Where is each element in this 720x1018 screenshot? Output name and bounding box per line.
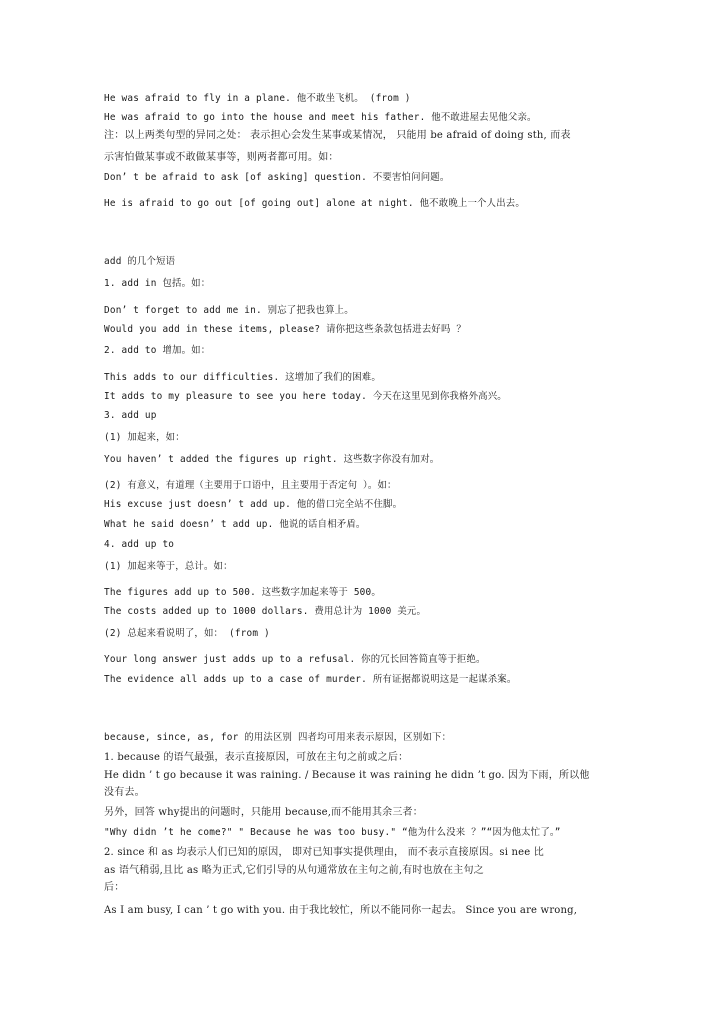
text-line: (2) 总起来看说明了，如： (from )	[104, 628, 270, 639]
text-line: 2. add to 增加。如：	[104, 345, 211, 356]
section-heading: add 的几个短语	[104, 256, 176, 267]
text-line: (1) 加起来等于，总计。如：	[104, 561, 233, 572]
text-line: Don’ t forget to add me in. 别忘了把我也算上。	[104, 305, 354, 316]
text-line: You haven’ t added the figures up right. 这些数字你没有加对。	[104, 454, 440, 465]
text-line: The evidence all adds up to a case of murder. 所有证据都说明这是一起谋杀案。	[104, 674, 517, 685]
text-line: (2) 有意义，有道理（主要用于口语中，且主要用于否定句 ）。如：	[104, 480, 397, 491]
section-heading: because, since, as, for 的用法区别 四者均可用来表示原因，区别如下：	[104, 732, 452, 743]
text-line: His excuse just doesn’ t add up. 他的借口完全站不住脚。	[104, 499, 403, 510]
text-line: as 语气稍弱,且比 as 略为正式,它们引导的从句通常放在主句之前,有时也放在主句之	[104, 865, 484, 876]
text-line: Your long answer just adds up to a refusal. 你的冗长回答简直等于拒绝。	[104, 654, 486, 665]
text-line: 3. add up	[104, 410, 157, 421]
text-line: 2. since 和 as 均表示人们已知的原因， 即对已知事实提供理由， 而不表示直接原因。si nee 比	[104, 847, 544, 858]
text-line: 注：以上两类句型的异同之处： 表示担心会发生某事或某情况， 只能用 be afraid of doing sth, 而表	[104, 130, 571, 141]
text-line: He didn ’ t go because it was raining. / Because it was raining he didn ’t go. 因为下雨，所以他	[104, 770, 590, 781]
text-line: He was afraid to go into the house and meet his father. 他不敢进屋去见他父亲。	[104, 112, 537, 123]
text-line: 另外，回答 why提出的问题时，只能用 because,而不能用其余三者：	[104, 807, 423, 818]
text-line: The figures add up to 500. 这些数字加起来等于 500。	[104, 587, 381, 598]
text-line: This adds to our difficulties. 这增加了我们的困难。	[104, 372, 381, 383]
text-line: It adds to my pleasure to see you here today. 今天在这里见到你我格外高兴。	[104, 391, 507, 402]
text-line: 1. because 的语气最强，表示直接原因，可放在主句之前或之后：	[104, 752, 409, 763]
text-line: Don’ t be afraid to ask [of asking] question. 不要害怕问问题。	[104, 172, 450, 183]
text-line: "Why didn ’t he come?" " Because he was too busy." “他为什么没来 ？”“因为他太忙了。”	[104, 827, 561, 838]
text-line: The costs added up to 1000 dollars. 费用总计为 1000 美元。	[104, 606, 427, 617]
text-line: As I am busy, I can ’ t go with you. 由于我比较忙，所以不能同你一起去。 Since you are wrong,	[104, 905, 578, 916]
text-line: He is afraid to go out [of going out] alone at night. 他不敢晚上一个人出去。	[104, 198, 525, 209]
text-line: (1) 加起来，如：	[104, 432, 185, 443]
text-line: Would you add in these items, please? 请你把这些条款包括进去好吗 ？	[104, 324, 466, 335]
text-line: 示害怕做某事或不敢做某事等，则两者都可用。如：	[104, 152, 339, 163]
text-line: 后：	[104, 882, 125, 893]
text-line: He was afraid to fly in a plane. 他不敢坐飞机。 (from )	[104, 93, 411, 104]
text-line: 1. add in 包括。如：	[104, 278, 211, 289]
text-line: 没有去。	[104, 787, 145, 798]
text-line: 4. add up to	[104, 539, 175, 550]
text-line: What he said doesn’ t add up. 他说的话自相矛盾。	[104, 519, 366, 530]
